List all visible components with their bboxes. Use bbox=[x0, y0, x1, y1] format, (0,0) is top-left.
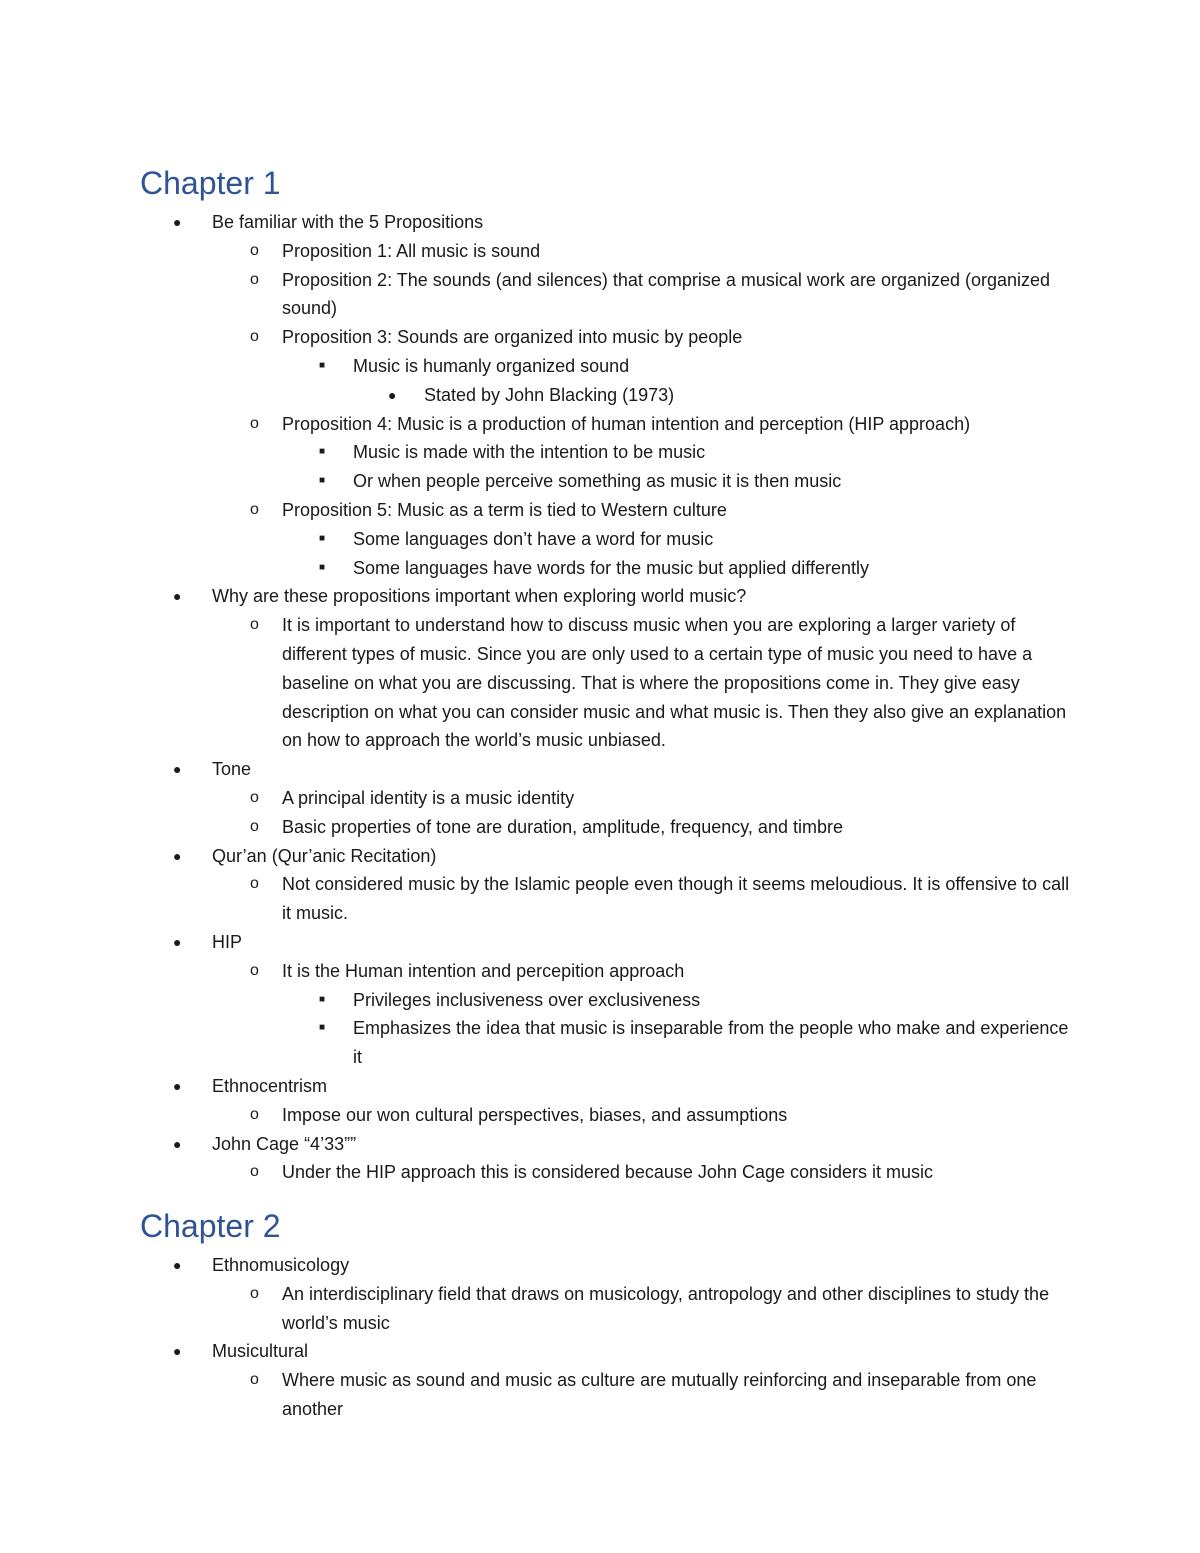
outline-item-level-2 bbox=[140, 266, 1080, 324]
bullet-marker-icon: ● bbox=[173, 761, 182, 778]
chapter-2-outline bbox=[140, 1251, 1080, 1424]
outline-item-text: Music is made with the intention to be music bbox=[353, 442, 706, 463]
bullet-marker-icon: ■ bbox=[319, 359, 326, 371]
bullet-marker-icon: o bbox=[250, 270, 259, 288]
chapter-2-heading: Chapter 2 bbox=[140, 1208, 281, 1244]
outline-item-level-3 bbox=[140, 352, 1080, 381]
outline-item-level-2 bbox=[140, 1158, 1080, 1187]
outline-item-text: Musicultural bbox=[212, 1341, 309, 1362]
bullet-marker-icon: o bbox=[250, 616, 259, 634]
chapter-1-outline bbox=[140, 208, 1080, 1187]
outline-item-level-3 bbox=[140, 986, 1080, 1015]
bullet-marker-icon: o bbox=[250, 1371, 259, 1389]
outline-item-level-3 bbox=[140, 525, 1080, 554]
bullet-marker-icon: ● bbox=[173, 1257, 182, 1273]
outline-item-level-2 bbox=[140, 870, 1080, 928]
outline-item-text: Qur’an (Qur’anic Recitation) bbox=[212, 845, 437, 866]
bullet-marker-icon: o bbox=[250, 1163, 259, 1181]
outline-item-text: Proposition 2: The sounds (and silences) that comprise a musical work are organized (organized sound) bbox=[282, 269, 1051, 319]
outline-item-level-2 bbox=[140, 323, 1080, 352]
outline-item-text: Some languages have words for the music but applied differently bbox=[353, 557, 869, 578]
outline-item-level-1 bbox=[140, 1130, 1080, 1159]
outline-item-level-1 bbox=[140, 208, 1080, 237]
outline-item-text: Why are these propositions important when exploring world music? bbox=[212, 586, 747, 607]
chapter-2-section bbox=[140, 1205, 1080, 1424]
bullet-marker-icon: ■ bbox=[319, 1022, 326, 1034]
bullet-marker-icon: ● bbox=[173, 847, 182, 864]
outline-item-level-4 bbox=[140, 381, 1080, 410]
outline-item-level-1 bbox=[140, 928, 1080, 957]
outline-item-level-2 bbox=[140, 1101, 1080, 1130]
bullet-marker-icon: o bbox=[250, 788, 259, 806]
outline-item-text: An interdisciplinary field that draws on musicology, antropology and other disciplines to study the world’s music bbox=[282, 1283, 1050, 1333]
bullet-marker-icon: ● bbox=[173, 933, 182, 950]
outline-item-text: Not considered music by the Islamic people even though it seems meloudious. It is offensive to call it music. bbox=[282, 874, 1070, 924]
outline-item-text: Proposition 5: Music as a term is tied to Western culture bbox=[282, 499, 727, 520]
outline-item-text: Impose our won cultural perspectives, biases, and assumptions bbox=[282, 1104, 788, 1125]
bullet-marker-icon: o bbox=[250, 1105, 259, 1123]
outline-item-text: Stated by John Blacking (1973) bbox=[424, 384, 675, 405]
outline-item-level-2 bbox=[140, 1280, 1080, 1338]
outline-item-text: Basic properties of tone are duration, amplitude, frequency, and timbre bbox=[282, 816, 843, 837]
outline-item-text: Emphasizes the idea that music is inseparable from the people who make and experience it bbox=[353, 1018, 1069, 1068]
outline-item-text: A principal identity is a music identity bbox=[282, 787, 575, 808]
outline-item-level-2 bbox=[140, 237, 1080, 266]
bullet-marker-icon: o bbox=[250, 328, 259, 346]
outline-item-level-3 bbox=[140, 554, 1080, 583]
bullet-marker-icon: o bbox=[250, 500, 259, 518]
outline-item-text: It is important to understand how to discuss music when you are exploring a larger variety of different types of music. Since you are only used to a certain type of music you need to have a baseline on what you are discussing. That is where the propositions come in. They give easy description on what you can consider music and what music is. Then they also give an explanation on how to approach the world’s music unbiased. bbox=[282, 615, 1067, 751]
outline-item-level-3 bbox=[140, 438, 1080, 467]
bullet-marker-icon: o bbox=[250, 875, 259, 893]
outline-item-level-2 bbox=[140, 410, 1080, 439]
bullet-marker-icon: ● bbox=[173, 1135, 182, 1152]
outline-item-text: HIP bbox=[212, 931, 243, 952]
outline-item-level-3 bbox=[140, 1014, 1080, 1072]
outline-item-level-2 bbox=[140, 784, 1080, 813]
bullet-marker-icon: ■ bbox=[319, 532, 326, 544]
bullet-marker-icon: ● bbox=[388, 386, 397, 403]
bullet-marker-icon: ● bbox=[173, 214, 182, 230]
chapter-1-heading: Chapter 1 bbox=[140, 165, 281, 201]
outline-item-text: Where music as sound and music as culture are mutually reinforcing and inseparable from one another bbox=[282, 1370, 1037, 1419]
bullet-marker-icon: ● bbox=[173, 1343, 182, 1360]
outline-item-text: Proposition 4: Music is a production of human intention and perception (HIP approach) bbox=[282, 413, 971, 434]
outline-item-text: John Cage “4’33”” bbox=[212, 1133, 357, 1154]
bullet-marker-icon: o bbox=[250, 961, 259, 979]
outline-item-level-1 bbox=[140, 755, 1080, 784]
outline-item-text: Tone bbox=[212, 759, 252, 780]
outline-item-level-1 bbox=[140, 842, 1080, 871]
outline-item-level-2 bbox=[140, 496, 1080, 525]
outline-item-text: Be familiar with the 5 Propositions bbox=[212, 212, 484, 232]
outline-item-level-3 bbox=[140, 467, 1080, 496]
outline-item-level-2 bbox=[140, 1366, 1080, 1424]
bullet-marker-icon: ■ bbox=[319, 475, 326, 487]
bullet-marker-icon: o bbox=[250, 817, 259, 835]
outline-item-text: Proposition 1: All music is sound bbox=[282, 240, 541, 261]
bullet-marker-icon: ■ bbox=[319, 993, 326, 1005]
outline-item-text: Ethnocentrism bbox=[212, 1075, 328, 1096]
bullet-marker-icon: ■ bbox=[319, 446, 326, 458]
outline-item-text: Or when people perceive something as music it is then music bbox=[353, 471, 842, 492]
outline-item-text: Music is humanly organized sound bbox=[353, 355, 630, 376]
outline-item-text: Proposition 3: Sounds are organized into music by people bbox=[282, 327, 743, 348]
outline-item-text: Privileges inclusiveness over exclusiveness bbox=[353, 989, 701, 1010]
outline-item-level-1 bbox=[140, 582, 1080, 611]
outline-item-level-1 bbox=[140, 1072, 1080, 1101]
outline-item-level-2 bbox=[140, 813, 1080, 842]
chapter-1-section bbox=[140, 162, 1080, 1187]
outline-item-text: Under the HIP approach this is considered because John Cage considers it music bbox=[282, 1162, 934, 1183]
outline-item-level-2 bbox=[140, 957, 1080, 986]
bullet-marker-icon: ■ bbox=[319, 561, 326, 573]
bullet-marker-icon: ● bbox=[173, 588, 182, 605]
outline-item-level-1 bbox=[140, 1337, 1080, 1366]
bullet-marker-icon: o bbox=[250, 414, 259, 432]
outline-item-level-2 bbox=[140, 611, 1080, 755]
outline-item-text: It is the Human intention and percepition approach bbox=[282, 960, 685, 981]
outline-item-text: Some languages don’t have a word for music bbox=[353, 528, 714, 549]
bullet-marker-icon: o bbox=[250, 1284, 259, 1302]
outline-item-text: Ethnomusicology bbox=[212, 1255, 350, 1275]
bullet-marker-icon: o bbox=[250, 241, 259, 259]
bullet-marker-icon: ● bbox=[173, 1077, 182, 1094]
outline-item-level-1 bbox=[140, 1251, 1080, 1280]
